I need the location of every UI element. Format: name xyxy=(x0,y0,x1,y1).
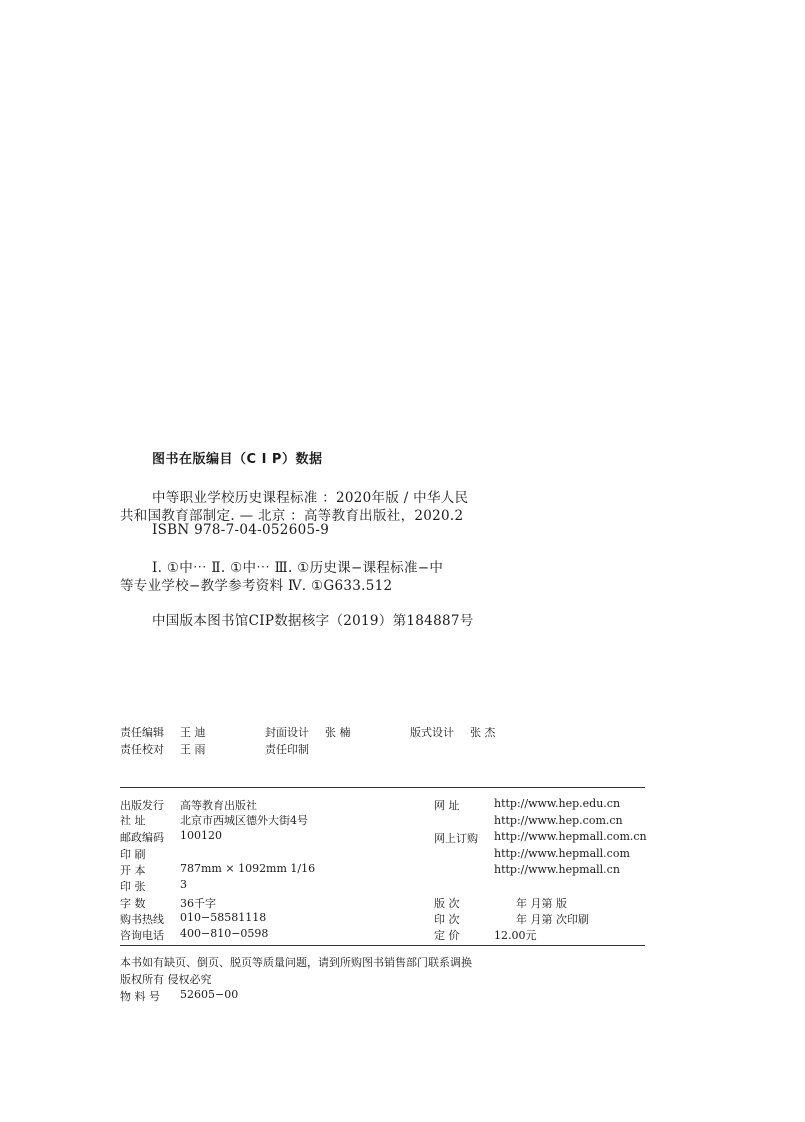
pub-value: 3 xyxy=(180,878,187,891)
pub-value: 010−58581118 xyxy=(180,911,267,924)
item-number-label: 物 料 号 xyxy=(120,990,160,1003)
pub-value: 高等教育出版社 xyxy=(180,799,257,812)
cip-record-number: 中国版本图书馆CIP数据核字（2019）第184887号 xyxy=(152,613,474,629)
pub-value: 北京市西城区德外大街4号 xyxy=(180,814,308,827)
bottom-rule xyxy=(120,945,645,946)
pub-value: 100120 xyxy=(180,829,222,842)
replacement-note: 本书如有缺页、倒页、脱页等质量问题，请到所购图书销售部门联系调换 xyxy=(120,956,472,969)
print-manager-label: 责任印制 xyxy=(265,743,309,756)
pub-label: 邮政编码 xyxy=(120,831,164,844)
pub-label: 社 址 xyxy=(120,814,146,827)
pub-label: 出版发行 xyxy=(120,799,164,812)
copyright-notice: 版权所有 侵权必究 xyxy=(120,973,212,986)
layout-design-label: 版式设计 xyxy=(410,726,454,739)
price-label: 定 价 xyxy=(434,929,460,942)
pub-label: 购书热线 xyxy=(120,913,164,926)
cip-line-4: Ⅰ. ①中⋯ Ⅱ. ①中⋯ Ⅲ. ①历史课−课程标准−中 xyxy=(152,560,444,576)
printing-label: 印 次 xyxy=(434,913,460,926)
price-value: 12.00元 xyxy=(494,929,537,942)
pub-label: 印 刷 xyxy=(120,848,146,861)
proofreader-name: 王 雨 xyxy=(180,743,206,756)
website-link[interactable]: http://www.hep.com.cn xyxy=(494,814,623,827)
edition-value: 年 月第 版 xyxy=(516,897,567,910)
website-link[interactable]: http://www.hep.edu.cn xyxy=(494,797,621,810)
order-link[interactable]: http://www.hepmall.cn xyxy=(494,863,620,876)
cip-line-5: 等专业学校−教学参考资料 Ⅳ. ①G633.512 xyxy=(120,578,393,594)
layout-design-name: 张 杰 xyxy=(470,726,496,739)
cip-line-1: 中等职业学校历史课程标准 ：2020年版 / 中华人民 xyxy=(152,490,469,506)
pub-label: 开 本 xyxy=(120,864,146,877)
cip-line-2: 共和国教育部制定. — 北京 ：高等教育出版社，2020.2 xyxy=(120,508,464,524)
pub-label: 字 数 xyxy=(120,897,146,910)
edition-label: 版 次 xyxy=(434,897,460,910)
pub-label: 咨询电话 xyxy=(120,929,164,942)
cover-design-name: 张 楠 xyxy=(325,726,351,739)
proofreader-label: 责任校对 xyxy=(120,743,164,756)
editor-label: 责任编辑 xyxy=(120,726,164,739)
cip-isbn: ISBN 978-7-04-052605-9 xyxy=(152,522,330,538)
cover-design-label: 封面设计 xyxy=(265,726,309,739)
order-link[interactable]: http://www.hepmall.com.cn xyxy=(494,830,647,843)
pub-value: 400−810−0598 xyxy=(180,927,269,940)
pub-label: 印 张 xyxy=(120,880,146,893)
pub-value: 787mm × 1092mm 1/16 xyxy=(180,862,316,875)
cip-title: 图书在版编目（C I P）数据 xyxy=(152,452,323,467)
editor-name: 王 迪 xyxy=(180,726,206,739)
item-number: 52605−00 xyxy=(180,988,239,1001)
pub-value: 36千字 xyxy=(180,897,216,910)
top-rule xyxy=(120,787,645,788)
order-link[interactable]: http://www.hepmall.com xyxy=(494,847,630,860)
online-order-label: 网上订购 xyxy=(434,832,478,845)
website-label: 网 址 xyxy=(434,799,460,812)
printing-value: 年 月第 次印刷 xyxy=(516,913,589,926)
